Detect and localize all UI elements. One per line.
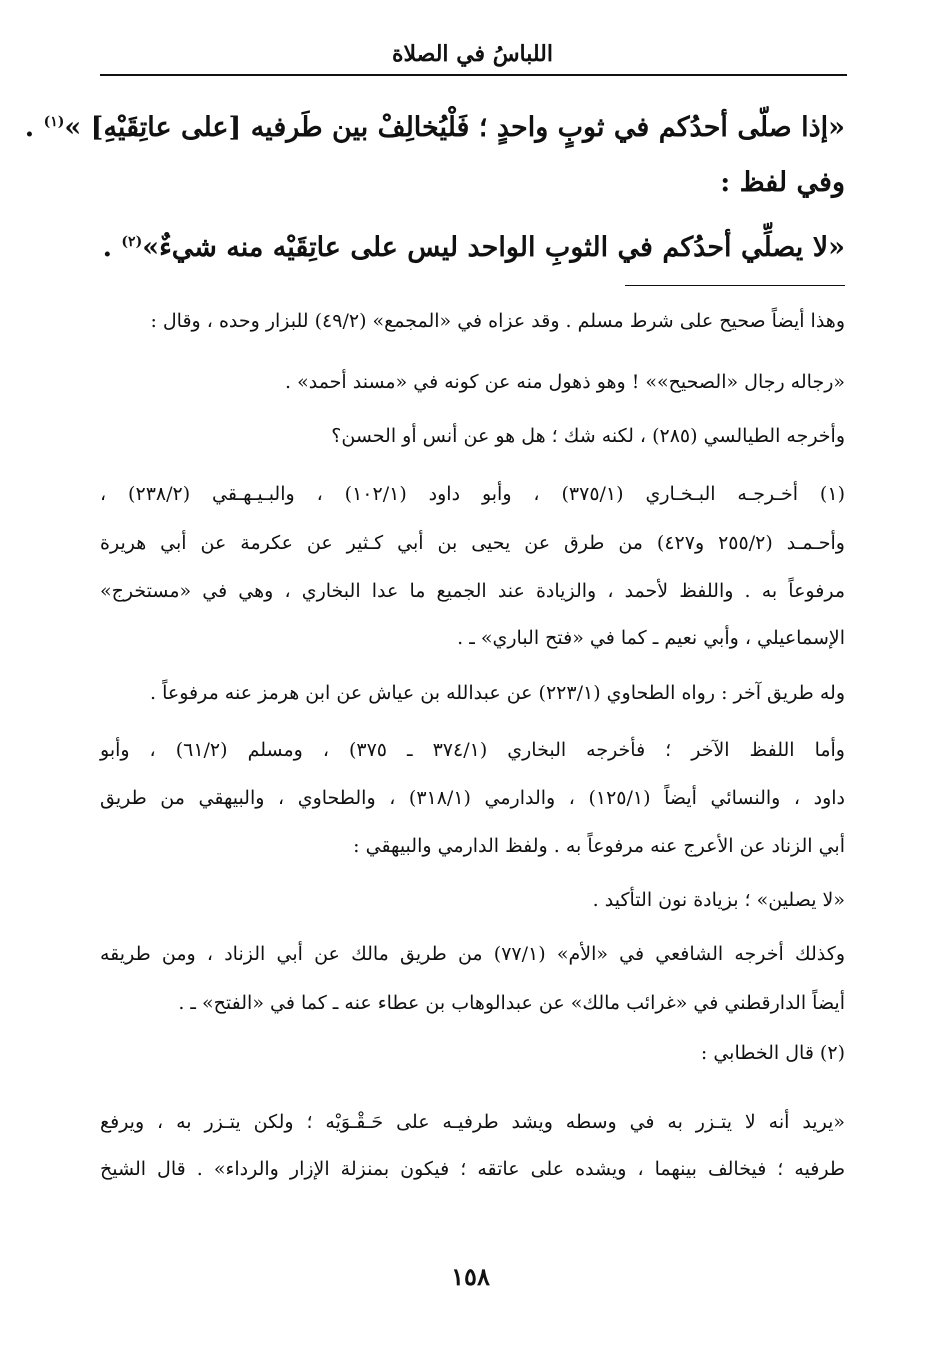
footnote-line: أبي الزناد عن الأعرج عنه مرفوعاً به . ولفظ الدارمي والبيهقي : — [353, 835, 845, 857]
footnote-line: وأحـمـد (٢٥٥/٢ و٤٢٧) من طرق عن يحيى بن أبي كـثير عن عكرمة عن أبي هريرة — [100, 532, 845, 554]
hadith-1-end: . — [24, 112, 44, 143]
footnote-line: داود ، والنسائي أيضاً (١٢٥/١) ، والدارمي (٣١٨/١) ، والطحاوي ، والبيهقي من طريق — [100, 787, 845, 809]
footnote-line: وله طريق آخر : رواه الطحاوي (٢٢٣/١) عن عبدالله بن عياش عن ابن هرمز عنه مرفوعاً . — [149, 682, 845, 704]
footnote-line: وهذا أيضاً صحيح على شرط مسلم . وقد عزاه في «المجمع» (٤٩/٢) للبزار وحده ، وقال : — [150, 310, 845, 332]
variant-intro: وفي لفظ : — [720, 167, 845, 198]
footnote-ref-2: (٢) — [121, 234, 143, 250]
footnote-line: «لا يصلين» ؛ بزيادة نون التأكيد . — [592, 889, 845, 911]
footnote-line: (٢) قال الخطابي : — [700, 1042, 845, 1064]
hadith-2-body: «لا يصلِّي أحدُكم في الثوبِ الواحد ليس على عاتِقَيْه منه شيءٌ» — [142, 232, 845, 263]
hadith-text-1 — [24, 102, 845, 148]
page-number: ١٥٨ — [451, 1262, 490, 1291]
footnote-line: وأما اللفظ الآخر ؛ فأخرجه البخاري (٣٧٤/١ ـ ٣٧٥) ، ومسلم (٦١/٢) ، وأبو — [100, 739, 845, 761]
footnote-line: أيضاً الدارقطني في «غرائب مالك» عن عبدالوهاب بن عطاء عنه ـ كما في «الفتح» ـ . — [178, 992, 845, 1014]
footnote-divider — [625, 285, 845, 286]
footnote-line: «رجاله رجال «الصحيح»» ! وهو ذهول منه عن كونه في «مسند أحمد» . — [285, 371, 845, 393]
running-header-title: اللباسُ في الصلاة — [391, 41, 553, 67]
hadith-2-end: . — [102, 232, 122, 263]
footnote-line: «يريد أنه لا يتـزر به في وسطه ويشد طرفيـه على حَـقْـوَيْه ؛ ولكن يتـزر به ، ويرفع — [100, 1111, 845, 1133]
footnote-line: الإسماعيلي ، وأبي نعيم ـ كما في «فتح الباري» ـ . — [457, 627, 845, 649]
footnote-ref-1: (١) — [43, 114, 65, 130]
hadith-text-2 — [100, 222, 845, 268]
footnote-line: مرفوعاً به . واللفظ لأحمد ، والزيادة عند الجميع ما عدا البخاري ، وهي في «مستخرج» — [100, 580, 845, 602]
footnote-line: وكذلك أخرجه الشافعي في «الأم» (٧٧/١) من طريق مالك عن أبي الزناد ، ومن طريقه — [100, 943, 845, 965]
hadith-1-body: «إذا صلّى أحدُكم في ثوبٍ واحدٍ ؛ فَلْيُخالِفْ بين طَرفيه [على عاتِقَيْهِ] » — [64, 112, 845, 143]
footnote-line: (١) أخـرجـه البـخـاري (٣٧٥/١) ، وأبو داود (١٠٢/١) ، والبـيـهـقي (٢٣٨/٢) ، — [100, 483, 845, 505]
header-divider — [100, 74, 847, 76]
footnote-line: وأخرجه الطيالسي (٢٨٥) ، لكنه شك ؛ هل هو عن أنس أو الحسن؟ — [331, 425, 845, 447]
footnote-line: طرفيه ؛ فيخالف بينهما ، ويشده على عاتقه ؛ فيكون بمنزلة الإزار والرداء» . قال الشيخ — [100, 1158, 845, 1180]
